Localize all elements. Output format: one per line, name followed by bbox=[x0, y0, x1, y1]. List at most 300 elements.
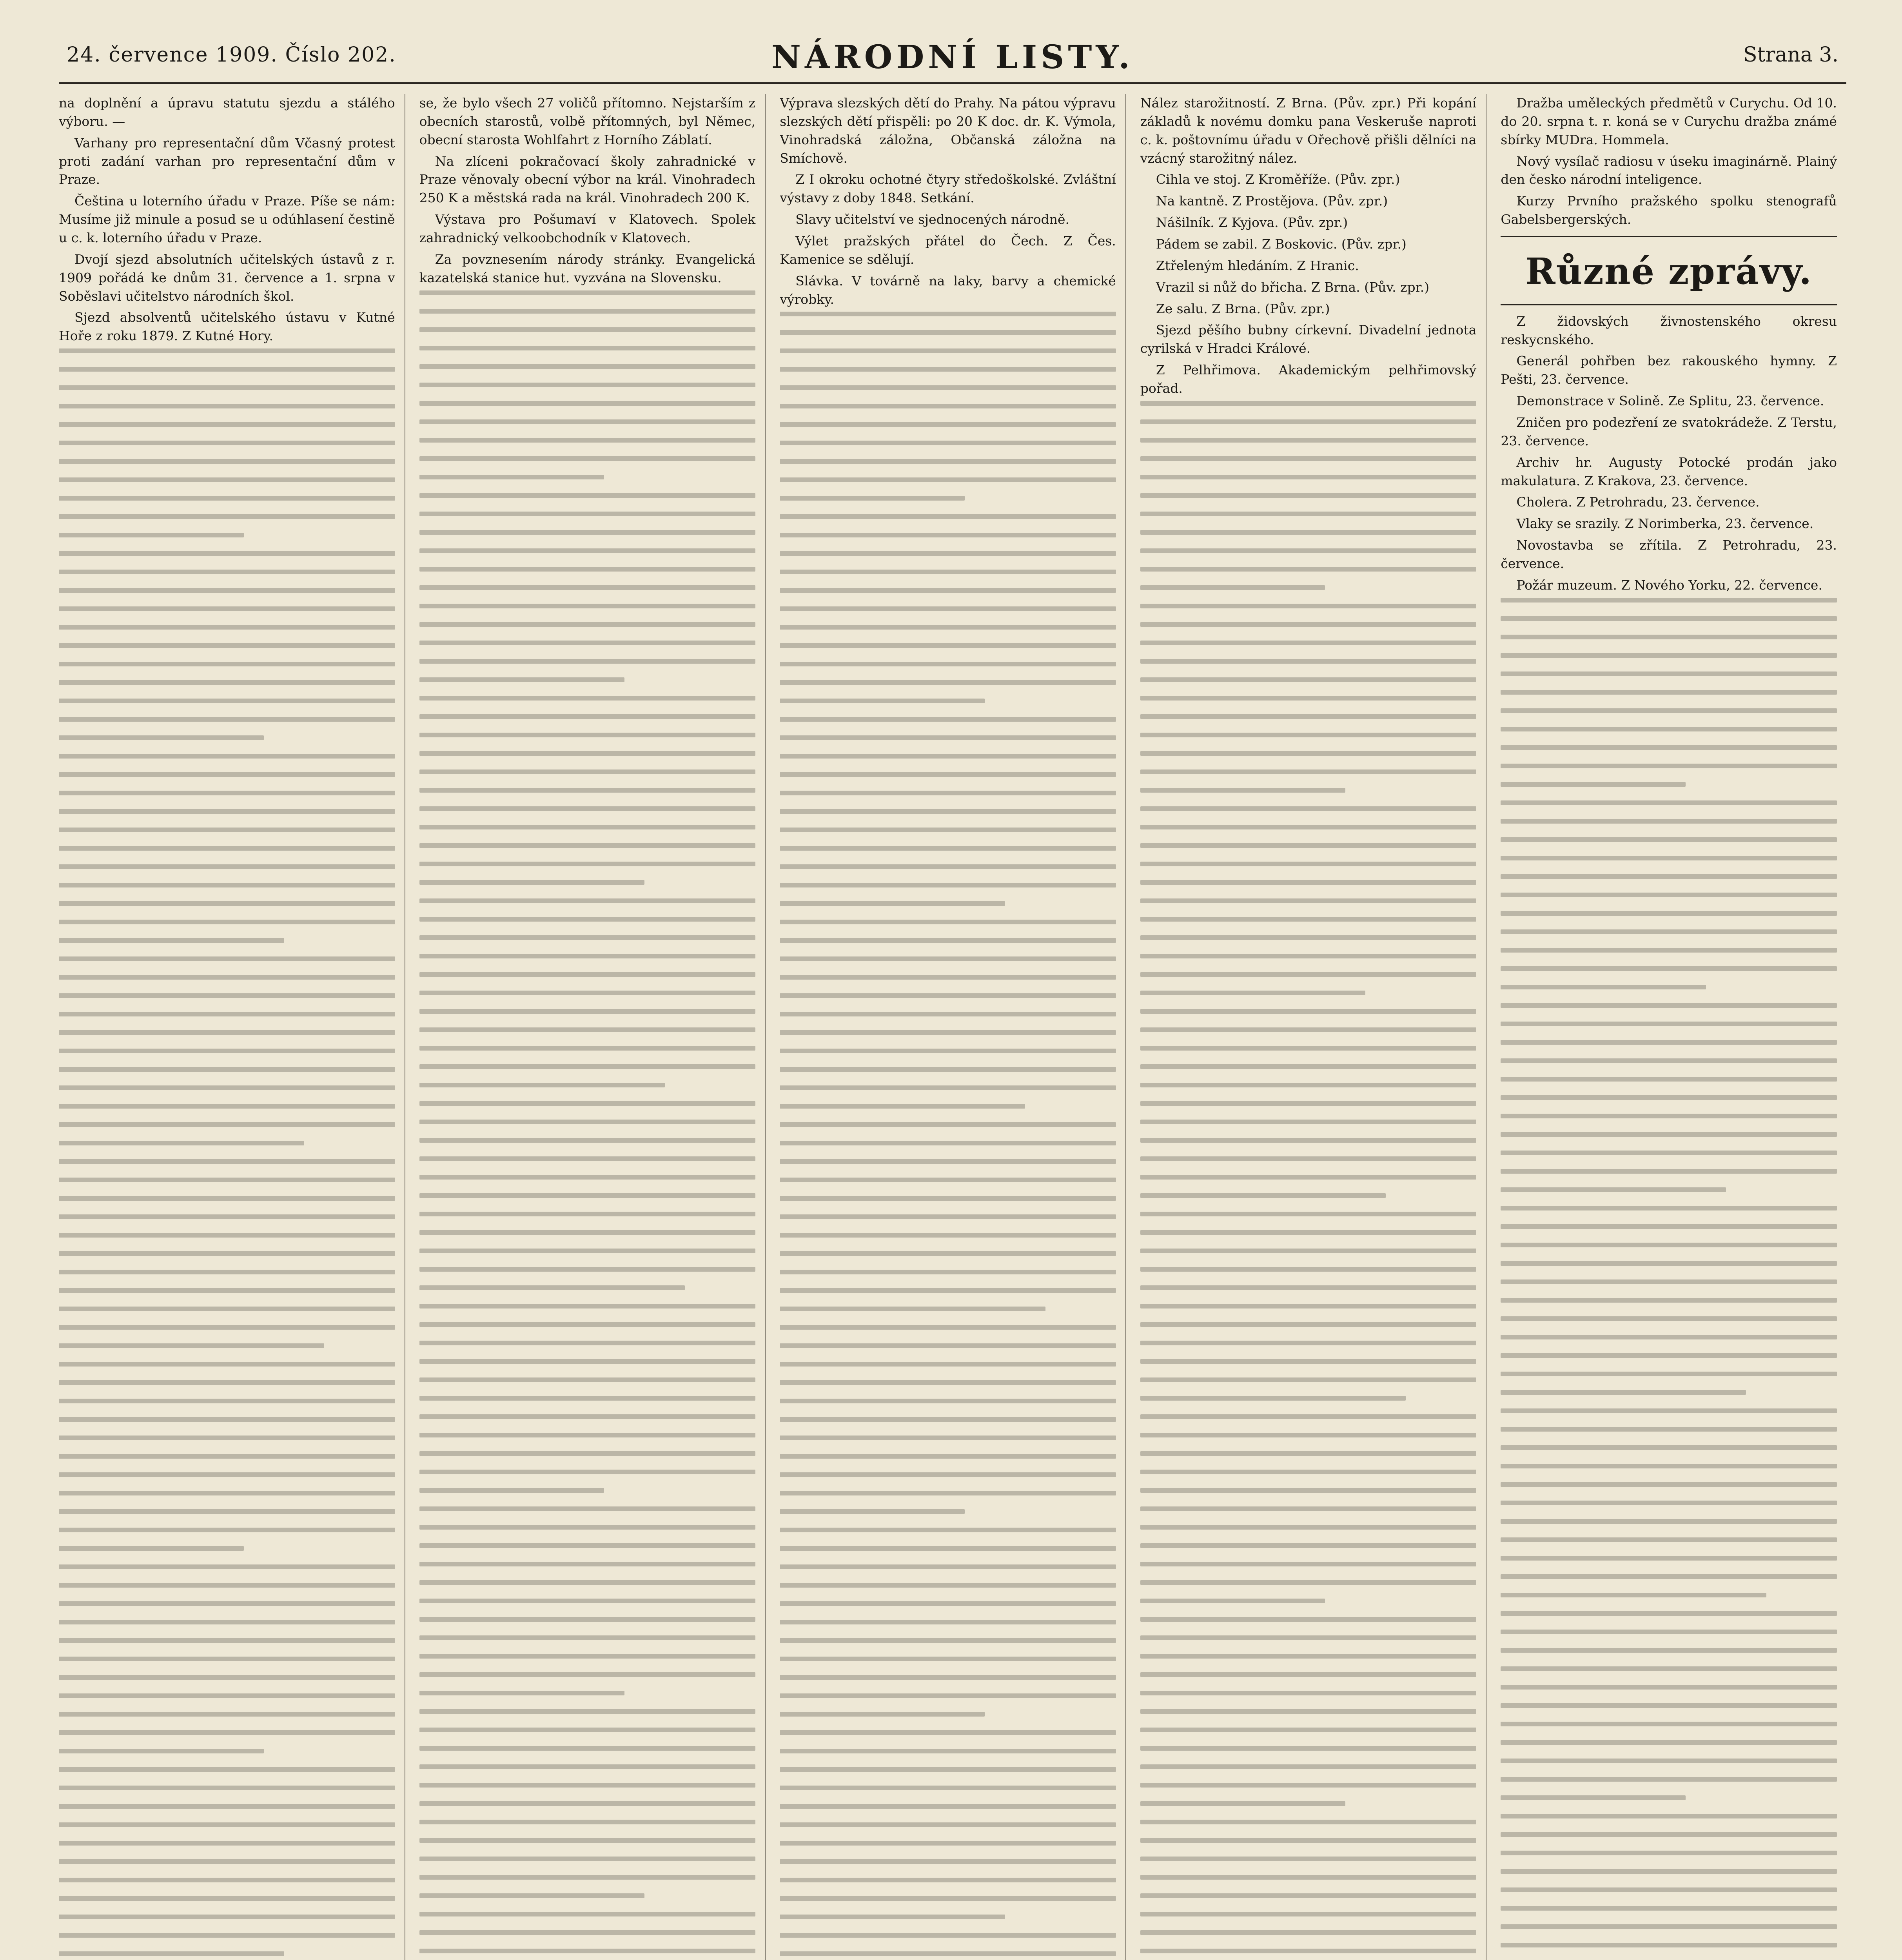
text-line bbox=[780, 1693, 1116, 1698]
text-line bbox=[780, 993, 1116, 998]
text-line bbox=[780, 385, 1116, 390]
text-line bbox=[1501, 929, 1837, 934]
text-line bbox=[780, 1491, 1116, 1495]
text-line bbox=[780, 1380, 1116, 1385]
text-line bbox=[780, 330, 1116, 335]
text-line bbox=[59, 662, 395, 666]
text-line bbox=[59, 1288, 395, 1293]
text-line bbox=[59, 496, 395, 501]
text-line bbox=[419, 843, 756, 848]
text-line bbox=[59, 1620, 395, 1624]
text-line bbox=[780, 1528, 1116, 1532]
text-line bbox=[59, 1564, 395, 1569]
text-line bbox=[419, 1451, 756, 1456]
text-line bbox=[1501, 782, 1686, 787]
page-header bbox=[59, 35, 1846, 84]
text-line bbox=[419, 1120, 756, 1124]
text-line bbox=[419, 622, 756, 627]
text-line bbox=[59, 864, 395, 869]
text-line bbox=[1140, 1525, 1477, 1530]
text-line bbox=[59, 901, 395, 906]
text-line bbox=[419, 1543, 756, 1548]
text-line bbox=[1140, 1691, 1477, 1695]
text-line bbox=[1140, 1249, 1477, 1253]
text-line bbox=[1140, 1543, 1477, 1548]
text-line bbox=[1501, 1298, 1837, 1303]
text-line bbox=[780, 1288, 1116, 1293]
text-line bbox=[1140, 1175, 1477, 1180]
text-line bbox=[419, 898, 756, 903]
text-line bbox=[1501, 819, 1837, 824]
text-line bbox=[419, 1838, 756, 1843]
text-line bbox=[780, 625, 1116, 630]
text-line bbox=[59, 717, 395, 722]
text-line bbox=[1140, 1857, 1477, 1861]
text-line bbox=[780, 1712, 985, 1717]
text-line bbox=[59, 625, 395, 630]
text-line bbox=[419, 309, 756, 314]
text-line bbox=[419, 1285, 685, 1290]
text-line bbox=[419, 1912, 756, 1916]
text-line bbox=[59, 1675, 395, 1680]
text-line bbox=[1140, 862, 1477, 866]
text-line bbox=[419, 1230, 756, 1235]
text-line bbox=[59, 404, 395, 408]
text-line bbox=[1501, 1537, 1837, 1542]
text-line bbox=[59, 570, 395, 574]
text-line bbox=[59, 754, 395, 759]
text-line bbox=[59, 1343, 324, 1348]
text-line bbox=[1501, 1795, 1686, 1800]
text-line bbox=[1501, 1501, 1837, 1505]
text-line bbox=[780, 864, 1116, 869]
text-line bbox=[419, 530, 756, 535]
text-line bbox=[1140, 714, 1477, 719]
text-line bbox=[1501, 1243, 1837, 1247]
text-line bbox=[1501, 800, 1837, 805]
text-line bbox=[1501, 745, 1837, 750]
text-line bbox=[780, 348, 1116, 353]
text-line bbox=[1501, 1556, 1837, 1561]
text-line bbox=[1501, 653, 1837, 658]
text-line bbox=[419, 1893, 645, 1898]
text-line bbox=[59, 1214, 395, 1219]
text-line bbox=[419, 1746, 756, 1751]
text-line bbox=[780, 1730, 1116, 1735]
text-line bbox=[59, 1030, 395, 1035]
text-line bbox=[1501, 1445, 1837, 1450]
text-line bbox=[419, 825, 756, 829]
article-paragraph: na doplnění a úpravu statutu sjezdu a stálého výboru. — bbox=[59, 95, 395, 129]
text-line bbox=[1140, 548, 1477, 553]
text-line bbox=[59, 348, 395, 353]
article-paragraph: Pádem se zabil. Z Boskovic. (Pův. zpr.) bbox=[1156, 236, 1407, 252]
text-line bbox=[1140, 1138, 1477, 1143]
text-line bbox=[1140, 641, 1477, 645]
text-line bbox=[419, 696, 756, 701]
text-line bbox=[1140, 935, 1477, 940]
text-line bbox=[1140, 475, 1477, 479]
page-number: Strana 3. bbox=[1743, 43, 1838, 67]
text-line bbox=[59, 1528, 395, 1532]
text-line bbox=[780, 1085, 1116, 1090]
text-line bbox=[59, 1049, 395, 1053]
text-line bbox=[1501, 1390, 1746, 1395]
article-paragraph: Varhany pro representační dům Včasný protest proti zadání varhan pro representační dům v Praze. bbox=[59, 135, 395, 187]
text-line bbox=[59, 735, 264, 740]
text-line bbox=[59, 809, 395, 814]
text-line bbox=[780, 1012, 1116, 1016]
article-paragraph: Generál pohřben bez rakouského hymny. Z Pešti, 23. července. bbox=[1501, 353, 1837, 387]
text-line bbox=[59, 551, 395, 556]
text-line bbox=[1501, 1648, 1837, 1653]
issue-date: 24. července 1909. Číslo 202. bbox=[67, 43, 396, 67]
text-line bbox=[59, 1841, 395, 1846]
text-line bbox=[1140, 733, 1477, 737]
text-line bbox=[1140, 401, 1477, 406]
text-line bbox=[59, 1804, 395, 1809]
text-line bbox=[419, 935, 756, 940]
article-paragraph: Výstava pro Pošumaví v Klatovech. Spolek zahradnický velkoobchodník v Klatovech. bbox=[419, 212, 756, 246]
text-line bbox=[1501, 1924, 1837, 1929]
text-line bbox=[419, 733, 756, 737]
text-line bbox=[419, 954, 756, 958]
text-line bbox=[780, 1933, 1116, 1938]
text-line bbox=[59, 699, 395, 703]
text-line bbox=[780, 643, 1116, 648]
text-line bbox=[59, 883, 395, 887]
text-line bbox=[59, 1362, 395, 1367]
article-paragraph: Z I okroku ochotné čtyry středoškolské. Zvláštní výstavy z doby 1848. Setkání. bbox=[780, 172, 1116, 206]
text-line bbox=[780, 1307, 1045, 1311]
text-line bbox=[1140, 1101, 1477, 1106]
text-line bbox=[419, 1857, 756, 1861]
text-line bbox=[59, 1436, 395, 1440]
text-line bbox=[59, 1159, 395, 1164]
article-paragraph: Nález starožitností. Z Brna. (Pův. zpr.) Při kopání základů k novému domku pana Veskeruše naproti c. k. poštovnímu úřadu v Ořechově přišli dělníci na vzácný starožitný nález. bbox=[1140, 95, 1477, 166]
text-line bbox=[1140, 585, 1325, 590]
text-line bbox=[1140, 1599, 1325, 1603]
text-line bbox=[59, 533, 244, 537]
text-line bbox=[419, 751, 756, 756]
text-line bbox=[59, 1270, 395, 1274]
text-line bbox=[1140, 1562, 1477, 1566]
text-line bbox=[1140, 1728, 1477, 1732]
text-line bbox=[780, 1546, 1116, 1551]
text-line bbox=[59, 367, 395, 372]
text-line bbox=[780, 1620, 1116, 1624]
text-line bbox=[59, 1509, 395, 1514]
text-line bbox=[1140, 419, 1477, 424]
text-line bbox=[59, 938, 284, 943]
text-line bbox=[59, 1730, 395, 1735]
text-line bbox=[59, 1767, 395, 1772]
text-line bbox=[1140, 1377, 1477, 1382]
text-line bbox=[1140, 1930, 1477, 1935]
text-line bbox=[1140, 1046, 1477, 1051]
text-line bbox=[59, 1307, 395, 1311]
text-line bbox=[419, 714, 756, 719]
text-line bbox=[419, 1138, 756, 1143]
text-line bbox=[1501, 1408, 1837, 1413]
text-line bbox=[419, 419, 756, 424]
text-line bbox=[59, 1822, 395, 1827]
text-line bbox=[780, 1675, 1116, 1680]
text-line bbox=[419, 917, 756, 922]
text-line bbox=[59, 1454, 395, 1459]
text-line bbox=[1501, 1814, 1837, 1818]
text-line bbox=[780, 1030, 1116, 1035]
text-line bbox=[419, 972, 756, 977]
text-line bbox=[1140, 1488, 1477, 1493]
text-line bbox=[419, 1709, 756, 1714]
text-line bbox=[1140, 604, 1477, 608]
text-line bbox=[419, 1377, 756, 1382]
article-paragraph: Na zlíceni pokračovací školy zahradnické v Praze věnovaly obecní výbor na král. Vinohradech 250 K a městská rada na král. Vinohradech 200 K. bbox=[419, 153, 756, 206]
text-line bbox=[419, 1930, 756, 1935]
text-line bbox=[1140, 1359, 1477, 1364]
text-line bbox=[1501, 874, 1837, 879]
text-line bbox=[780, 901, 1005, 906]
text-line bbox=[1501, 1353, 1837, 1358]
text-line bbox=[419, 290, 756, 295]
text-line bbox=[1501, 1722, 1837, 1726]
text-line bbox=[1140, 1949, 1477, 1953]
text-line bbox=[419, 346, 756, 350]
text-line bbox=[59, 1638, 395, 1643]
text-line bbox=[419, 769, 756, 774]
article-paragraph: Ze salu. Z Brna. (Pův. zpr.) bbox=[1156, 301, 1330, 316]
article-paragraph: Dražba uměleckých předmětů v Curychu. Od 10. do 20. srpna t. r. koná se v Curychu dražba známé sbírky MUDra. Hommela. bbox=[1501, 95, 1837, 147]
article-paragraph: se, že bylo všech 27 voličů přítomno. Nejstarším z obecních starostů, volbě přítomných, byl Němec, obecní starosta Wohlfahrt z Horního Záblatí. bbox=[419, 95, 756, 147]
text-line bbox=[419, 548, 756, 553]
text-line bbox=[1140, 567, 1477, 572]
text-line bbox=[1501, 1906, 1837, 1911]
text-line bbox=[1501, 1851, 1837, 1855]
text-line bbox=[419, 456, 756, 461]
text-line bbox=[780, 1067, 1116, 1072]
text-line bbox=[780, 680, 1116, 685]
text-line bbox=[1140, 493, 1477, 498]
text-line bbox=[1501, 1169, 1837, 1174]
text-line bbox=[780, 1049, 1116, 1053]
text-line bbox=[419, 1654, 756, 1659]
text-line bbox=[419, 327, 756, 332]
text-line bbox=[1140, 972, 1477, 977]
text-line bbox=[419, 1156, 756, 1161]
text-line bbox=[1501, 1574, 1837, 1579]
text-line bbox=[419, 364, 756, 369]
text-line bbox=[1501, 727, 1837, 731]
text-line bbox=[1140, 1304, 1477, 1308]
article-paragraph: Ztřeleným hledáním. Z Hranic. bbox=[1156, 258, 1359, 273]
text-line bbox=[1140, 1820, 1477, 1824]
text-line bbox=[780, 846, 1116, 851]
text-line bbox=[780, 1343, 1116, 1348]
text-line bbox=[1140, 880, 1477, 885]
text-line bbox=[780, 1657, 1116, 1661]
text-line bbox=[419, 1635, 756, 1640]
text-line bbox=[59, 1657, 395, 1661]
text-line bbox=[419, 493, 756, 498]
text-line bbox=[1140, 1838, 1477, 1843]
text-line bbox=[1140, 1451, 1477, 1456]
article-paragraph: Požár muzeum. Z Nového Yorku, 22. července. bbox=[1516, 577, 1822, 593]
text-line bbox=[780, 496, 965, 501]
text-line bbox=[59, 1933, 395, 1938]
text-line bbox=[1140, 1470, 1477, 1474]
text-line bbox=[780, 1638, 1116, 1643]
column-5 bbox=[1501, 94, 1846, 1960]
text-line bbox=[59, 1417, 395, 1422]
text-line bbox=[780, 1325, 1116, 1330]
text-line bbox=[1501, 911, 1837, 916]
text-line bbox=[1140, 1746, 1477, 1751]
text-line bbox=[419, 1562, 756, 1566]
text-line bbox=[1140, 1506, 1477, 1511]
text-line bbox=[780, 477, 1116, 482]
text-line bbox=[419, 1691, 624, 1695]
masthead-title: NÁRODNÍ LISTY. bbox=[771, 38, 1134, 76]
text-line bbox=[419, 1064, 756, 1069]
text-line bbox=[780, 1141, 1116, 1145]
text-line bbox=[1501, 1114, 1837, 1118]
text-line bbox=[59, 1067, 395, 1072]
text-line bbox=[1140, 1801, 1345, 1806]
article-paragraph: Slávka. V továrně na laky, barvy a chemické výrobky. bbox=[780, 273, 1116, 307]
text-line bbox=[1501, 1943, 1837, 1947]
text-line bbox=[1501, 671, 1837, 676]
text-line bbox=[1140, 1341, 1477, 1345]
body-text-texture bbox=[1140, 401, 1477, 1960]
text-line bbox=[59, 1472, 395, 1477]
article-paragraph: Vrazil si nůž do břicha. Z Brna. (Pův. zpr.) bbox=[1156, 279, 1430, 295]
newspaper-page bbox=[59, 35, 1846, 1960]
text-line bbox=[1501, 1759, 1837, 1763]
text-line bbox=[1501, 1224, 1837, 1229]
text-line bbox=[780, 735, 1116, 740]
text-line bbox=[1501, 966, 1837, 971]
text-line bbox=[419, 1212, 756, 1216]
text-line bbox=[1501, 1777, 1837, 1782]
text-line bbox=[780, 828, 1116, 832]
text-line bbox=[780, 717, 1116, 722]
text-line bbox=[1501, 1261, 1837, 1266]
text-line bbox=[1140, 622, 1477, 627]
text-line bbox=[59, 643, 395, 648]
text-line bbox=[419, 1525, 756, 1530]
text-line bbox=[780, 1859, 1116, 1864]
text-line bbox=[1501, 708, 1837, 713]
section-rule bbox=[1501, 236, 1837, 237]
text-line bbox=[419, 1506, 756, 1511]
text-line bbox=[1140, 1893, 1477, 1898]
section-rule bbox=[1501, 304, 1837, 305]
text-line bbox=[59, 1178, 395, 1182]
text-line bbox=[1140, 769, 1477, 774]
text-line bbox=[59, 514, 395, 519]
text-line bbox=[59, 422, 395, 427]
text-line bbox=[419, 383, 756, 387]
article-columns bbox=[59, 94, 1846, 1960]
text-line bbox=[780, 1159, 1116, 1164]
text-line bbox=[1501, 1316, 1837, 1321]
text-line bbox=[780, 1601, 1116, 1606]
text-line bbox=[1140, 1654, 1477, 1659]
text-line bbox=[59, 1915, 395, 1919]
text-line bbox=[59, 477, 395, 482]
article-paragraph: Dvojí sjezd absolutních učitelských ústavů z r. 1909 pořádá ke dnům 31. července a 1. srpna v Soběslavi učitelstvo národních škol. bbox=[59, 251, 395, 304]
text-line bbox=[1140, 1764, 1477, 1769]
text-line bbox=[1140, 1322, 1477, 1327]
text-line bbox=[1501, 1132, 1837, 1137]
text-line bbox=[59, 791, 395, 795]
text-line bbox=[1501, 764, 1837, 768]
text-line bbox=[419, 585, 756, 590]
text-line bbox=[780, 772, 1116, 777]
text-line bbox=[1501, 1611, 1837, 1616]
article-paragraph: Novostavba se zřítila. Z Petrohradu, 23. července. bbox=[1501, 537, 1837, 571]
text-line bbox=[780, 533, 1116, 537]
text-line bbox=[780, 809, 1116, 814]
text-line bbox=[1140, 677, 1477, 682]
text-line bbox=[1140, 1783, 1477, 1788]
text-line bbox=[419, 1599, 756, 1603]
text-line bbox=[419, 1027, 756, 1032]
text-line bbox=[780, 975, 1116, 980]
text-line bbox=[59, 1141, 304, 1145]
text-line bbox=[419, 1249, 756, 1253]
text-line bbox=[780, 1178, 1116, 1182]
column-1 bbox=[59, 94, 405, 1960]
text-line bbox=[1501, 856, 1837, 860]
text-line bbox=[419, 641, 756, 645]
text-line bbox=[419, 1764, 756, 1769]
text-line bbox=[59, 1012, 395, 1016]
text-line bbox=[1501, 1187, 1726, 1192]
text-line bbox=[59, 385, 395, 390]
text-line bbox=[780, 699, 985, 703]
text-line bbox=[1140, 1027, 1477, 1032]
text-line bbox=[59, 1233, 395, 1238]
text-line bbox=[59, 828, 395, 832]
text-line bbox=[419, 1672, 756, 1677]
text-line bbox=[1140, 1267, 1477, 1272]
text-line bbox=[419, 862, 756, 866]
body-text-texture bbox=[1501, 598, 1837, 1960]
text-line bbox=[419, 438, 756, 443]
text-line bbox=[1501, 616, 1837, 621]
section-title: Různé zprávy. bbox=[1525, 250, 1813, 293]
text-line bbox=[59, 1712, 395, 1717]
text-line bbox=[419, 1580, 756, 1585]
text-line bbox=[1501, 1077, 1837, 1082]
text-line bbox=[419, 1414, 756, 1419]
text-line bbox=[780, 404, 1116, 408]
text-line bbox=[1140, 512, 1477, 516]
text-line bbox=[780, 791, 1116, 795]
text-line bbox=[1140, 1193, 1386, 1198]
text-line bbox=[1501, 1206, 1837, 1210]
text-line bbox=[780, 754, 1116, 759]
text-line bbox=[59, 1122, 395, 1127]
text-line bbox=[1140, 1230, 1477, 1235]
text-line bbox=[780, 1417, 1116, 1422]
text-line bbox=[59, 606, 395, 611]
text-line bbox=[780, 1786, 1116, 1790]
text-line bbox=[419, 604, 756, 608]
text-line bbox=[1140, 530, 1477, 535]
